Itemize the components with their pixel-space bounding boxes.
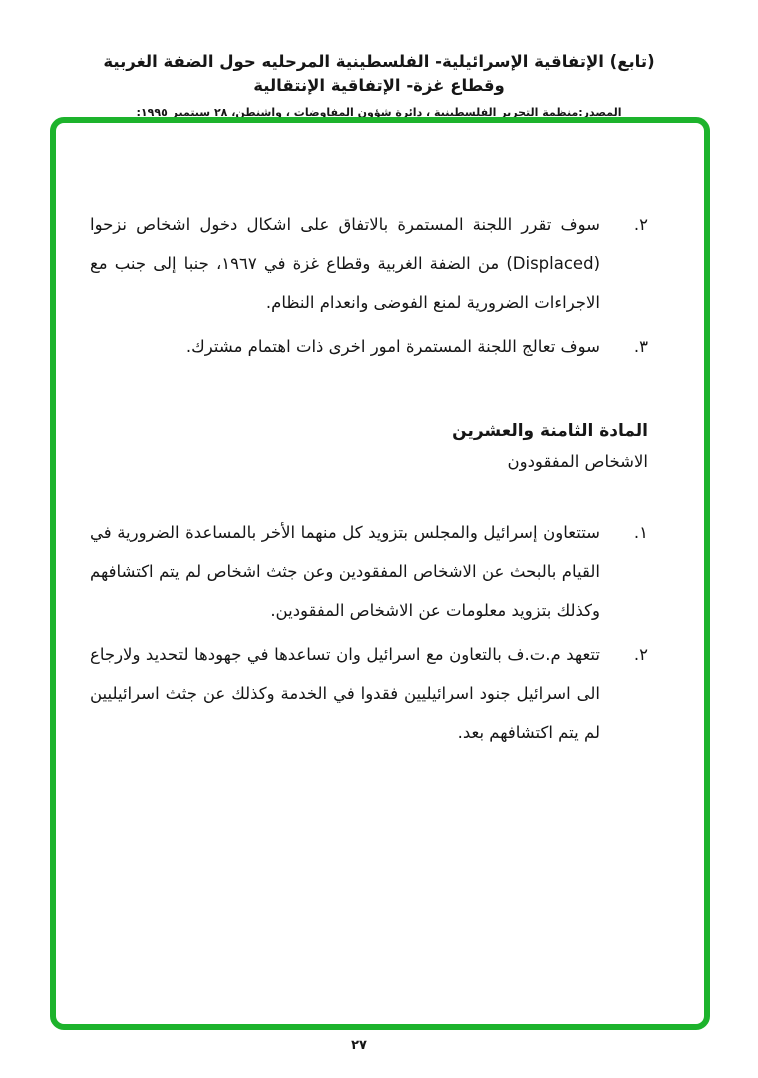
article-heading: المادة الثامنة والعشرين (452, 421, 648, 441)
list-item-number: ٣. (633, 337, 648, 356)
document-content (56, 123, 704, 1024)
list-item (90, 327, 648, 366)
list-item (90, 513, 648, 630)
page-number: ٢٧ (351, 1038, 367, 1053)
document-header (0, 50, 758, 119)
document-frame (50, 117, 710, 1030)
document-source-line: المصدر:منظمة التحرير الفلسطينية ، دائرة شؤون المفاوضات ، واشنطن، ٢٨ سبتمبر ١٩٩٥: (136, 106, 622, 119)
article-items (90, 513, 648, 752)
list-item-text: سوف تعالج اللجنة المستمرة امور اخرى ذات اهتمام مشترك. (185, 337, 600, 356)
list-item-number: ١. (633, 523, 648, 542)
list-item-number: ٢. (633, 215, 648, 234)
list-item-text: ستتعاون إسرائيل والمجلس بتزويد كل منهما الأخر بالمساعدة الضرورية في القيام بالبحث عن الاشخاص المفقودين وعن جثث اشخاص لم يتم اكتشافهم وكذلك بتزويد معلومات عن الاشخاص المفقودين. (90, 523, 600, 620)
list-item (90, 635, 648, 752)
list-item-number: ٢. (633, 645, 648, 664)
list-item-text: سوف تقرر اللجنة المستمرة بالاتفاق على اشكال دخول اشخاص نزحوا (Displaced) من الضفة الغربية وقطاع غزة في ١٩٦٧، جنبا إلى جنب مع الاجراءات الضرورية لمنع الفوضى وانعدام النظام. (90, 215, 600, 312)
article-subheading: الاشخاص المفقودون (507, 452, 648, 471)
list-item-text: تتعهد م.ت.ف بالتعاون مع اسرائيل وان تساعدها في جهودها لتحديد ولارجاع الى اسرائيل جنود اسرائيليين فقدوا في الخدمة وكذلك عن جثث اسرائيليين لم يتم اكتشافهم بعد. (90, 645, 600, 742)
list-item (90, 205, 648, 322)
document-title: (تابع) الإتفاقية الإسرائيلية- الفلسطينية المرحليه حول الضفة الغربية وقطاع غزة- الإتفاقية الإنتقالية (103, 52, 655, 95)
